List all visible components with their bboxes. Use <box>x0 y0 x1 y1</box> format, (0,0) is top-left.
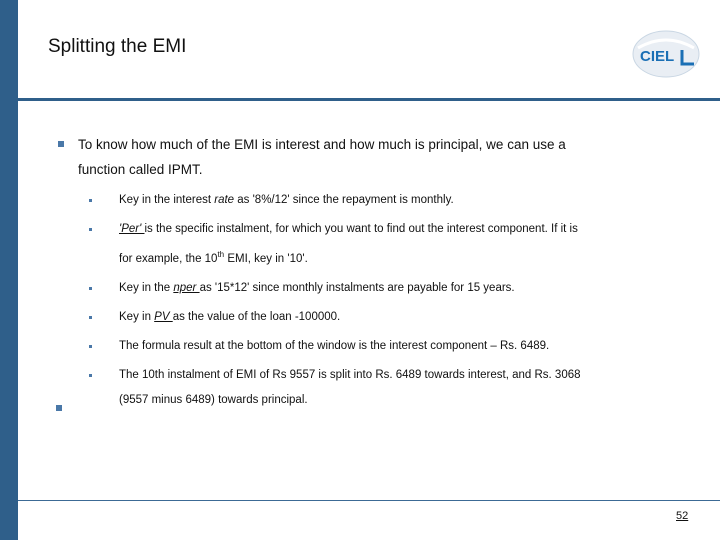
svg-text:CIEL: CIEL <box>640 48 675 65</box>
step-item-formula-result: The formula result at the bottom of the window is the interest component – Rs. 6489. <box>48 334 698 359</box>
page-number: 52 <box>676 510 689 522</box>
bullet-dot-icon <box>89 228 92 231</box>
bullet-dot-icon <box>89 345 92 348</box>
left-accent-bar <box>0 0 18 540</box>
bullet-dot-icon <box>89 374 92 377</box>
bullet-dot-icon <box>89 287 92 290</box>
step-item-split-summary: The 10th instalment of EMI of Rs 9557 is split into Rs. 6489 towards interest, and Rs. 3068 (9557 minus 6489) towards principal. <box>48 363 698 413</box>
intro-line-2: function called IPMT. <box>78 162 203 177</box>
bullet-dot-icon <box>89 199 92 202</box>
step-item-per: 'Per' is the specific instalment, for which you want to find out the interest component. If it is for example, the 10th EMI, key in '10'. <box>48 217 698 272</box>
intro-line-1: To know how much of the EMI is interest and how much is principal, we can use a <box>78 137 566 152</box>
empty-square-bullet-icon <box>56 405 62 411</box>
step-item-nper: Key in the nper as '15*12' since monthly instalments are payable for 15 years. <box>48 276 698 301</box>
slide-content <box>48 132 698 417</box>
footer-divider <box>18 500 720 501</box>
square-bullet-icon <box>58 141 64 147</box>
step-item-rate: Key in the interest rate as '8%/12' since the repayment is monthly. <box>48 188 698 213</box>
title-divider <box>18 98 720 101</box>
step-item-pv: Key in PV as the value of the loan -100000. <box>48 305 698 330</box>
intro-bullet <box>48 132 698 182</box>
slide-title: Splitting the EMI <box>48 36 187 57</box>
ciel-logo <box>630 28 702 80</box>
step-list <box>48 188 698 413</box>
bullet-dot-icon <box>89 316 92 319</box>
